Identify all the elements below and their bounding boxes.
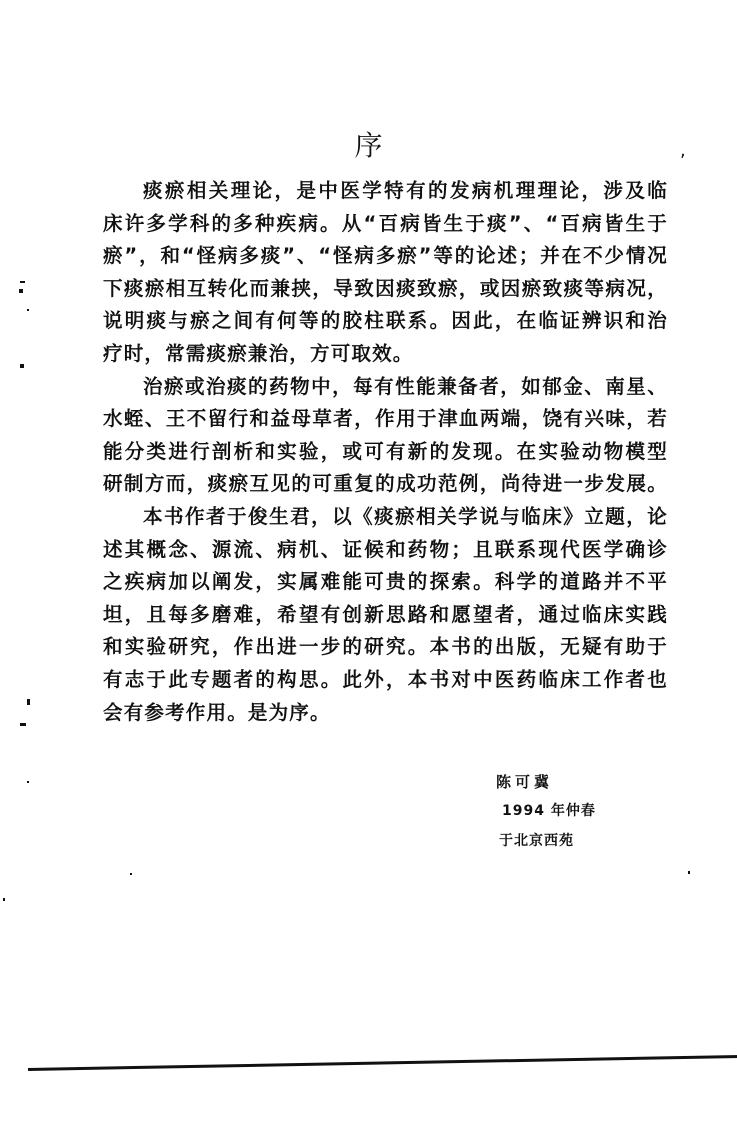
- text-line: 痰瘀相关理论，是中医学特有的发病机理理论，涉及临: [143, 179, 668, 202]
- text-line: 疗时，常需痰瘀兼治，方可取效。: [103, 341, 414, 365]
- scan-speck: [130, 873, 132, 875]
- text-line: 述其概念、源流、病机、证候和药物；且联系现代医学确诊: [103, 537, 668, 561]
- text-line: 之疾病加以阐发，实属难能可贵的探索。科学的道路并不平: [103, 570, 668, 594]
- stray-mark: ,: [680, 140, 686, 161]
- scan-speck: [27, 309, 29, 311]
- scan-speck: [19, 289, 23, 293]
- preface-body: [103, 175, 668, 729]
- scan-speck: [20, 364, 24, 368]
- text-line: 有志于此专题者的构思。此外，本书对中医药临床工作者也: [103, 667, 668, 691]
- text-line: 瘀”，和“怪病多痰”、“怪病多瘀”等的论述；并在不少情况: [103, 244, 668, 268]
- text-line: 说明痰与瘀之间有何等的胶柱联系。因此，在临证辨识和治: [103, 309, 668, 333]
- scan-speck: [27, 699, 30, 705]
- text-line: 治瘀或治痰的药物中，每有性能兼备者，如郁金、南星、: [143, 374, 668, 398]
- scan-speck: [20, 723, 26, 726]
- text-line: 会有参考作用。是为序。: [103, 700, 331, 724]
- signature-author: 陈可冀: [496, 773, 554, 791]
- scan-speck: [688, 871, 690, 874]
- scan-speck: [27, 781, 29, 783]
- text-line: 下痰瘀相互转化而兼挟，导致因痰致瘀，或因瘀致痰等病况，: [103, 276, 668, 300]
- text-line: 床许多学科的多种疾病。从“百病皆生于痰”、“百病皆生于: [103, 211, 668, 235]
- text-line: 本书作者于俊生君，以《痰瘀相关学说与临床》立题，论: [143, 504, 668, 528]
- text-line: 水蛭、王不留行和益母草者，作用于津血两端，饶有兴味，若: [103, 407, 668, 431]
- text-line: 研制方而，痰瘀互见的可重复的成功范例，尚待进一步发展。: [103, 472, 668, 496]
- signature-place: 于北京西苑: [499, 833, 574, 849]
- signature-date: 1994 年仲春: [502, 803, 596, 819]
- text-line: 和实验研究，作出进一步的研究。本书的出版，无疑有助于: [103, 635, 668, 659]
- text-line: 坦，且每多磨难，希望有创新思路和愿望者，通过临床实践: [103, 602, 668, 626]
- scan-speck: [20, 281, 25, 283]
- scan-speck: [3, 898, 5, 901]
- text-line: 能分类进行剖析和实验，或可有新的发现。在实验动物模型: [103, 439, 668, 463]
- preface-title: 序: [354, 129, 383, 162]
- page-bottom-rule: [28, 1055, 737, 1071]
